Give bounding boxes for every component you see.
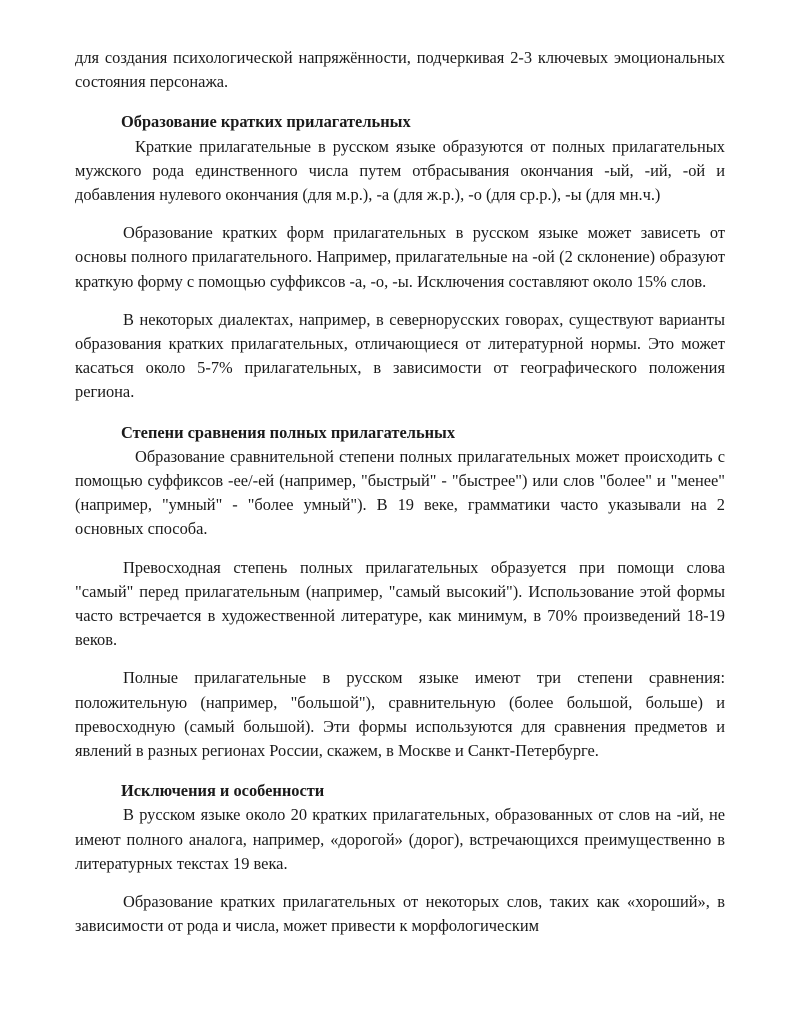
paragraph-comparative-degree: Образование сравнительной степени полных прилагательных может происходить с помощью суффиксов -ее/-ей (например, "быстрый" - "быстрее") или слов "более" и "менее" (например, "умный" - "более умный"). В 19 веке, грамматики часто указывали на 2 основных способа. [75,446,725,539]
paragraph-three-degrees: Полные прилагательные в русском языке имеют три степени сравнения: положительную (например, "большой"), сравнительную (более большой, больше) и превосходную (самый большой). Эти формы используются для сравнения предметов и явлений в разных регионах России, скажем, в Москве и Санкт-Петербурге. [75,668,725,761]
section-heading-exceptions: Исключения и особенности [121,781,325,801]
paragraph-superlative-degree: Превосходная степень полных прилагательных образуется при помощи слова "самый" перед прилагательным (например, "самый высокий"). Использование этой формы часто встречается в художественной литературе, как минимум, в 70% произведений 18-19 веков. [75,557,725,650]
paragraph-short-adjectives-formation: Краткие прилагательные в русском языке образуются от полных прилагательных мужского рода единственного числа путем отбрасывания окончания -ый, -ий, -ой и добавления нулевого окончания (для м.р.), -а (для ж.р.), -о (для ср.р.), -ы (для мн.ч.) [75,136,725,205]
paragraph-short-forms-stem: Образование кратких форм прилагательных в русском языке может зависеть от основы полного прилагательного. Например, прилагательные на -ой (2 склонение) образуют краткую форму с помощью суффиксов -а, -о, -ы. Исключения составляют около 15% слов. [75,223,725,291]
document-page [75,46,725,939]
paragraph-khoroshiy-example: Образование кратких прилагательных от некоторых слов, таких как «хороший», в зависимости от рода и числа, может привести к морфологическим [75,892,725,936]
paragraph-dialects: В некоторых диалектах, например, в севернорусских говорах, существуют варианты образования кратких прилагательных, отличающиеся от литературной нормы. Это может касаться около 5-7% прилагательных, в зависимости от географического положения региона. [75,309,725,402]
paragraph-exceptions-short-adjectives: В русском языке около 20 кратких прилагательных, образованных от слов на -ий, не имеют полного аналога, например, «дорогой» (дорог), встречающихся преимущественно в литературных текстах 19 века. [75,805,725,873]
paragraph-intro-continuation: для создания психологической напряжённости, подчеркивая 2-3 ключевых эмоциональных состояния персонажа. [75,48,725,92]
section-heading-short-adjectives: Образование кратких прилагательных [121,112,411,132]
section-heading-comparison-degrees: Степени сравнения полных прилагательных [121,422,456,442]
